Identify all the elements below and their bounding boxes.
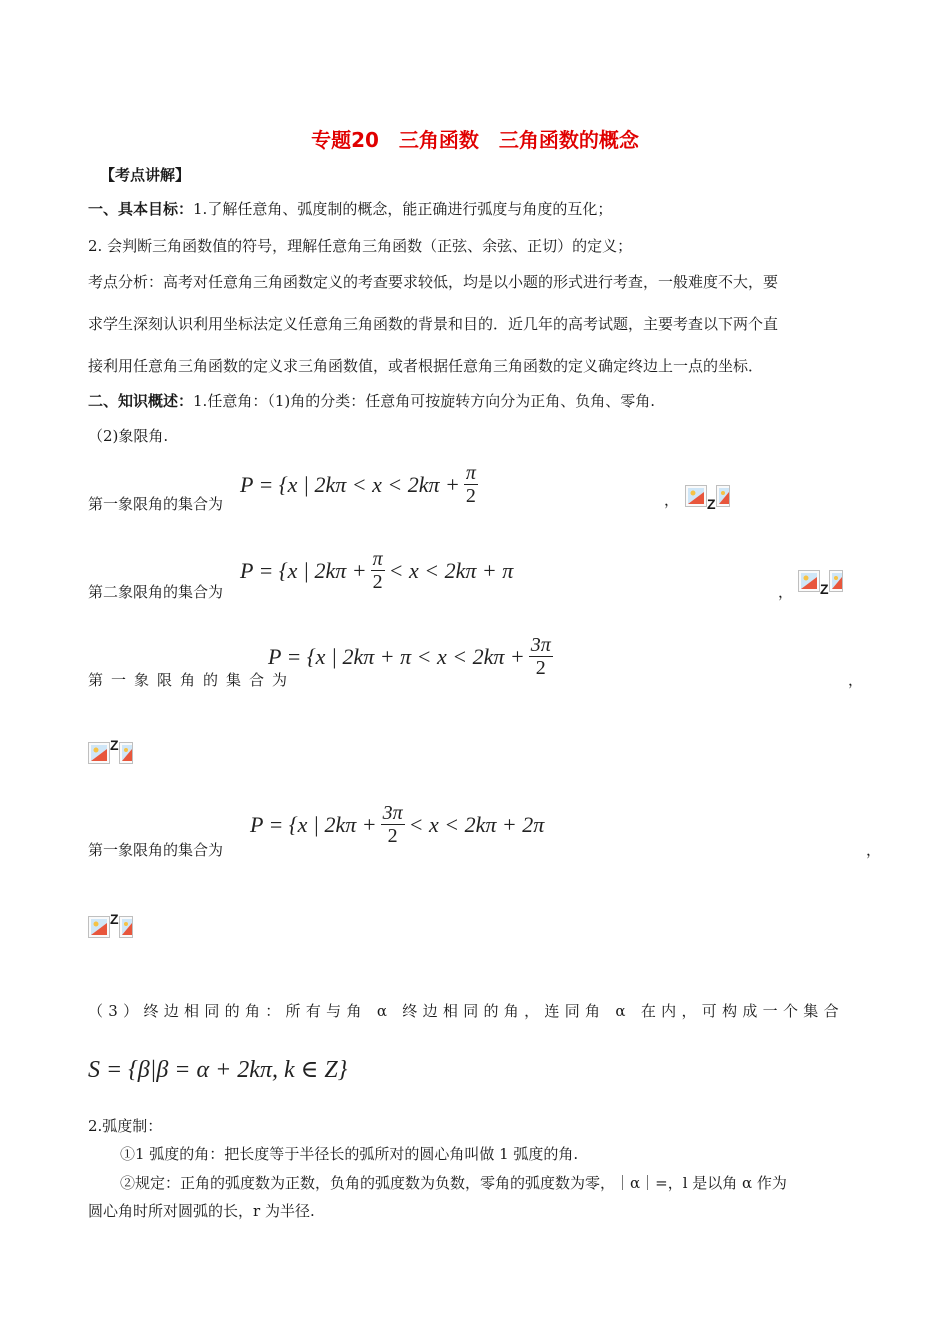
radian-title: 2.弧度制： [88,1117,163,1135]
quadrant-3-label: 第一象限角的集合为 [88,671,296,689]
goal-line-2: 2. 会判断三角函数值的符号，理解任意角三角函数（正弦、余弦、正切）的定义； [88,237,633,255]
goal-label: 一、具本目标： [88,200,194,218]
quadrant-1-label: 第一象限角的集合为 [88,495,224,513]
formula-2-lhs: P = {x | 2kπ + [240,557,367,583]
quadrant-1-z-images [685,485,730,512]
broken-image-icon [798,570,820,592]
broken-image-icon [716,485,730,507]
z-symbol: Z [820,581,829,597]
broken-image-icon [88,916,110,938]
broken-image-icon [88,742,110,764]
quadrant-3-comma: ， [848,671,864,689]
formula-3-den: 2 [535,657,546,679]
goal-text-1: 1.了解任意角、弧度制的概念，能正确进行弧度与角度的互化； [193,200,613,218]
formula-quadrant-1 [240,462,482,507]
z-symbol: Z [110,911,119,927]
formula-2-rhs: < x < 2kπ + π [388,557,514,583]
formula-1-lhs: P = {x | 2kπ < x < 2kπ + [240,471,460,497]
formula-1-den: 2 [465,485,476,507]
formula-1-fraction [464,462,478,507]
formula-4-num: 3π [382,802,403,824]
set-s-formula: S = {β|β = α + 2kπ, k ∈ Z} [88,1057,348,1083]
formula-1-num: π [465,462,476,484]
formula-quadrant-2 [240,548,513,593]
formula-quadrant-4 [250,802,544,847]
overview-label: 二、知识概述： [88,392,194,410]
z-symbol: Z [707,496,716,512]
analysis-line-2: 求学生深刻认识利用坐标法定义任意角三角函数的背景和目的．近几年的高考试题，主要考查以下两个直 [88,315,779,333]
formula-4-rhs: < x < 2kπ + 2π [408,811,545,837]
quadrant-2-z-images [798,570,843,597]
analysis-line-3: 接利用任意角三角函数的定义求三角函数值，或者根据任意角三角函数的定义确定终边上一点的坐标． [88,357,764,375]
overview-line-1 [88,391,655,411]
radian-line-1: ①1 弧度的角：把长度等于半径长的弧所对的圆心角叫做 1 弧度的角. [120,1145,579,1163]
analysis-line-1: 考点分析：高考对任意角三角函数定义的考查要求较低，均是以小题的形式进行考查，一般难度不大，要 [88,273,779,291]
broken-image-icon [829,570,843,592]
formula-4-fraction [381,802,405,847]
quadrant-2-label: 第二象限角的集合为 [88,583,224,601]
radian-line-2: ②规定：正角的弧度数为正数，负角的弧度数为负数，零角的弧度数为零，｜α｜=，l 是以角 α 作为 [120,1174,787,1192]
quadrant-2-comma: ， [778,583,794,601]
formula-2-den: 2 [372,571,383,593]
overview-text-1: 1.任意角：（1)角的分类：任意角可按旋转方向分为正角、负角、零角. [193,392,655,410]
formula-4-den: 2 [387,825,398,847]
formula-quadrant-3 [268,634,557,679]
z-symbol: Z [110,737,119,753]
page-title: 专题20 三角函数 三角函数的概念 [311,128,639,152]
quadrant-4-z-images [88,911,133,938]
formula-3-fraction [529,634,553,679]
broken-image-icon [685,485,707,507]
broken-image-icon [119,742,133,764]
radian-line-3: 圆心角时所对圆弧的长，r 为半径. [88,1202,315,1220]
quadrant-3-z-images [88,737,133,764]
quadrant-4-comma: ， [866,841,882,859]
goal-line-1 [88,199,612,219]
section-heading-kaodian: 【考点讲解】 [100,166,191,184]
formula-3-num: 3π [530,634,551,656]
broken-image-icon [119,916,133,938]
same-terminal-side-text: （3）终边相同的角：所有与角 α 终边相同的角，连同角 α 在内，可构成一个集合 [88,1002,844,1020]
quadrant-4-label: 第一象限角的集合为 [88,841,224,859]
quadrant-1-comma: ， [664,491,680,509]
overview-line-2: （2)象限角. [88,427,169,445]
formula-2-num: π [372,548,383,570]
formula-4-lhs: P = {x | 2kπ + [250,811,377,837]
formula-2-fraction [371,548,385,593]
formula-3-lhs: P = {x | 2kπ + π < x < 2kπ + [268,643,525,669]
